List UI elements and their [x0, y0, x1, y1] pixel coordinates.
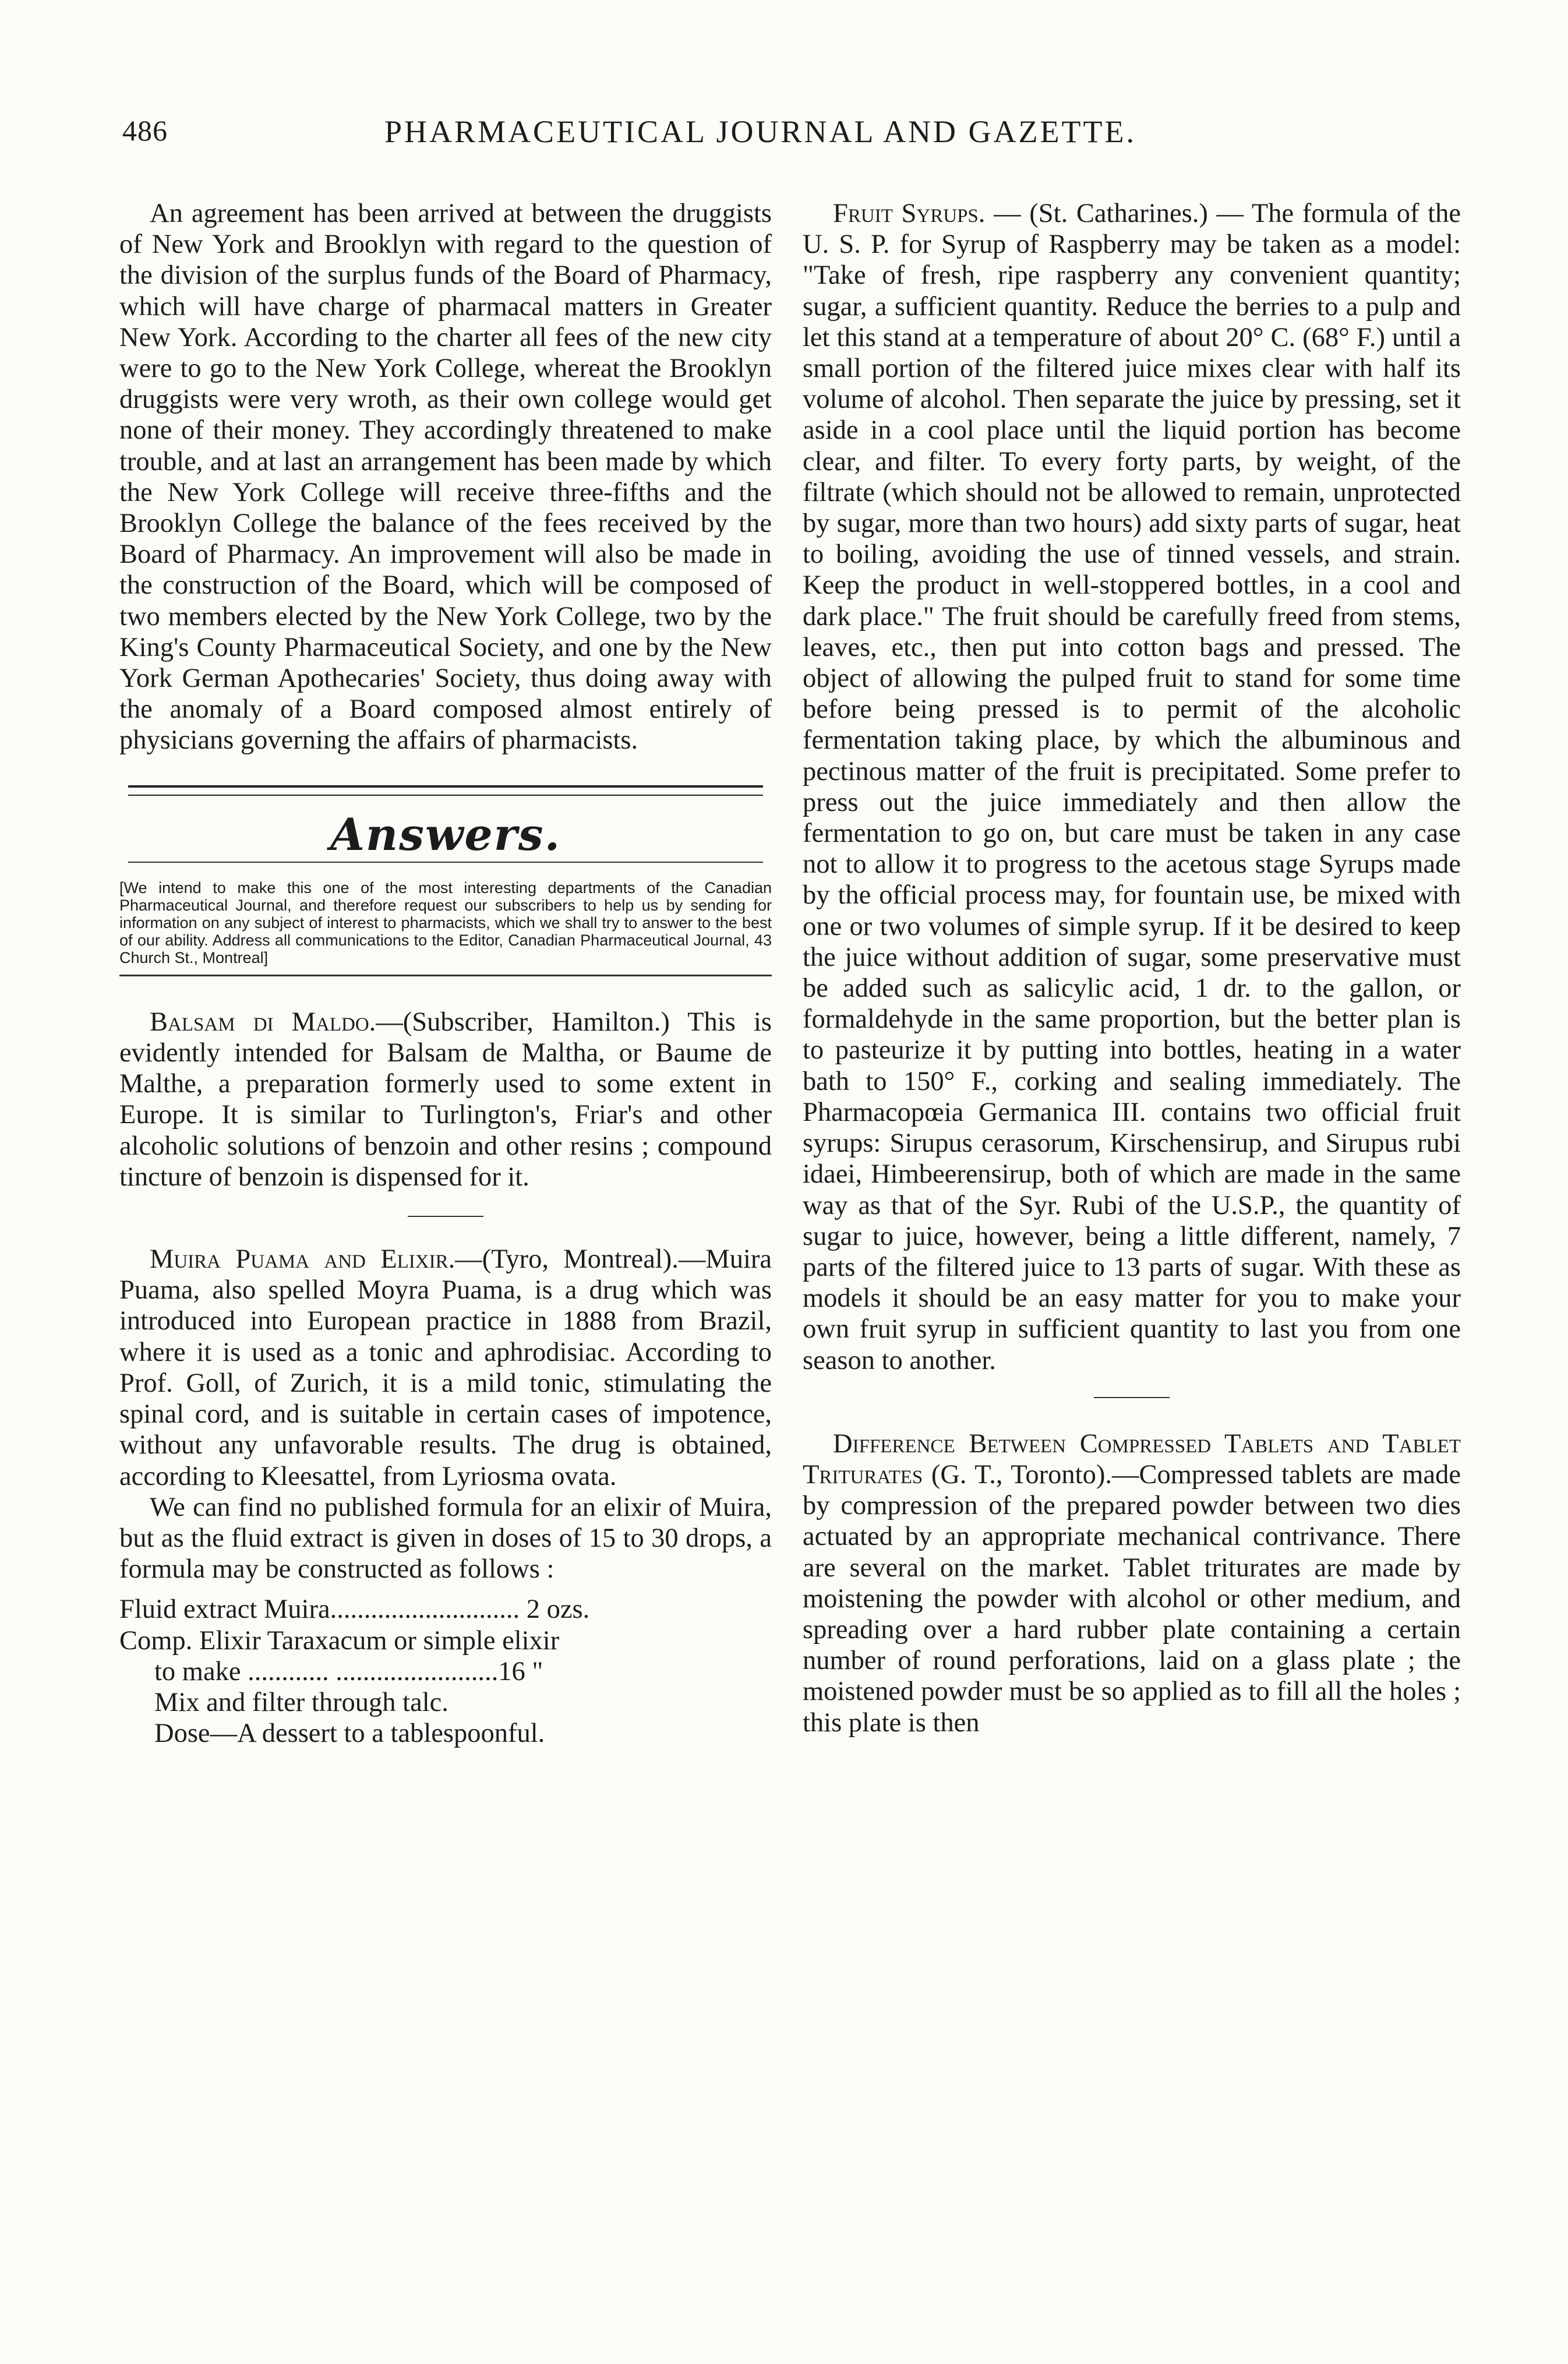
muira-entry — [119, 1244, 772, 1492]
balsam-body: —(Subscriber, Hamilton.) This is evidently intended for Balsam de Maltha, or Baume de Malthe, a preparation formerly used to some extent in Europe. It is similar to Turlington's, Friar's and other alcoholic solutions of benzoin and other resins ; compound tincture of benzoin is dispensed for it. — [119, 1007, 772, 1192]
intro-paragraph: An agreement has been arrived at between the druggists of New York and Brooklyn with regard to the question of the division of the surplus funds of the Board of Pharmacy, which will have charge of pharmacal matters in Greater New York. According to the charter all fees of the new city were to go to the New York College, whereat the Brooklyn druggists were very wroth, as their own college would get none of their money. They accordingly threatened to make trouble, and at last an arrangement has been made by which the New York College will receive three-fifths and the Brooklyn College the balance of the fees received by the Board of Pharmacy. An improvement will also be made in the construction of the Board, which will be composed of two members elected by the New York College, two by the King's County Pharmaceutical Society, and one by the New York German Apothecaries' Society, thus doing away with the anomaly of a Board composed almost entirely of physicians governing the affairs of pharmacists. — [119, 199, 772, 756]
fruit-syrups-entry — [803, 198, 1461, 1376]
formula-line: to make ............ ........................16 " — [154, 1656, 543, 1686]
entry-separator — [1094, 1397, 1170, 1398]
page-header — [122, 114, 1252, 160]
page-number: 486 — [122, 114, 168, 147]
muira-body: —(Tyro, Montreal).—Muira Puama, also spelled Moyra Puama, is a drug which was introduced into European practice in 1888 from Brazil, where it is used as a tonic and aphrodisiac. According to Prof. Goll, of Zurich, it is a mild tonic, stimulating the spinal cord, and is suitable in certain cases of impotence, without any unfavorable results. The drug is obtained, according to Kleesattel, from Lyriosma ovata. — [119, 1244, 772, 1491]
entry-separator — [408, 1216, 483, 1217]
balsam-title: Balsam di Maldo. — [150, 1007, 376, 1037]
fruit-syrups-body: — (St. Catharines.) — The formula of the U. S. P. for Syrup of Raspberry may be taken as a model: "Take of fresh, ripe raspberry any convenient quantity; sugar, a sufficient quantity. Reduce the berries to a pulp and let this stand at a temperature of about 20° C. (68° F.) until a small portion of the filtered juice mixes clear with half its volume of alcohol. Then separate the juice by pressing, set it aside in a cool place until the liquid portion has become clear, and filter. To every forty parts, by weight, of the filtrate (which should not be allowed to remain, unprotected by sugar, more than two hours) add sixty parts of sugar, heat to boiling, avoiding the use of tinned vessels, and strain. Keep the product in well-stoppered bottles, in a cool and dark place." The fruit should be carefully freed from stems, leaves, etc., then put into cotton bags and pressed. The object of allowing the pulped fruit to stand for some time before being pressed is to permit of the alcoholic fermentation taking place, by which the albuminous and pectinous matter of the fruit is precipitated. Some prefer to press out the juice immediately and then allow the fermentation to go on, but care must be taken in any case not to allow it to progress to the acetous stage Syrups made by the official process may, for fountain use, be mixed with one or two volumes of simple syrup. If it be desired to keep the juice without addition of sugar, some preservative must be added such as salicylic acid, 1 dr. to the gallon, or formaldehyde in the same proportion, but the better plan is to pasteurize it by putting into bottles, heating in a water bath to 150° F., corking and sealing immediately. The Pharmacopœia Germanica III. contains two official fruit syrups: Sirupus cerasorum, Kirschensirup, and Sirupus rubi idaei, Himbeerensirup, both of which are made in the same way as that of the Syr. Rubi of the U.S.P., the quantity of sugar to juice, however, being a little different, namely, 7 parts of the filtered juice to 13 parts of sugar. With these as models it should be an easy matter for you to make your own fruit syrup in sufficient quantity to last you from one season to another. — [803, 199, 1461, 1375]
formula-line: Fluid extract Muira............................ 2 ozs. — [119, 1594, 590, 1625]
formula-line: Dose—A dessert to a tablespoonful. — [154, 1719, 545, 1749]
tablets-body: (G. T., Toronto).—Compressed tablets are made by compression of the prepared powder between two dies actuated by an appropriate mechanical contrivance. There are several on the market. Tablet triturates are made by moistening the powder with alcohol or other medium, and spreading over a hard rubber plate containing a certain number of round perforations, laid on a glass plate ; the moistened powder must be so applied as to fill all the holes ; this plate is then — [803, 1459, 1461, 1738]
formula-line: Comp. Elixir Taraxacum or simple elixir — [119, 1625, 560, 1656]
muira-formula — [119, 1594, 772, 1749]
heading-rule — [128, 862, 763, 863]
section-divider — [128, 785, 763, 796]
formula-line: Mix and filter through talc. — [154, 1687, 448, 1717]
left-column — [119, 198, 772, 1749]
balsam-entry — [119, 1007, 772, 1192]
muira-title: Muira Puama and Elixir. — [150, 1244, 455, 1275]
tablets-entry — [803, 1428, 1461, 1738]
muira-body-2: We can find no published formula for an elixir of Muira, but as the fluid extract is given in doses of 15 to 30 drops, a formula may be constructed as follows : — [119, 1492, 772, 1585]
editor-note: [We intend to make this one of the most interesting departments of the Canadian Pharmaceutical Journal, and therefore request our subscribers to help us by sending for information on any subject of interest to pharmacists, which we shall try to answer to the best of our ability. Address all communications to the Editor, Canadian Pharmaceutical Journal, 43 Church St., Montreal] — [119, 879, 772, 976]
section-heading: Answers. — [330, 808, 561, 860]
right-column — [803, 198, 1461, 1738]
tablets-title: Difference Between Compressed Tablets and Tablet Triturates — [803, 1428, 1461, 1490]
fruit-syrups-title: Fruit Syrups. — [833, 199, 986, 228]
journal-title: PHARMACEUTICAL JOURNAL AND GAZETTE. — [384, 114, 1136, 149]
